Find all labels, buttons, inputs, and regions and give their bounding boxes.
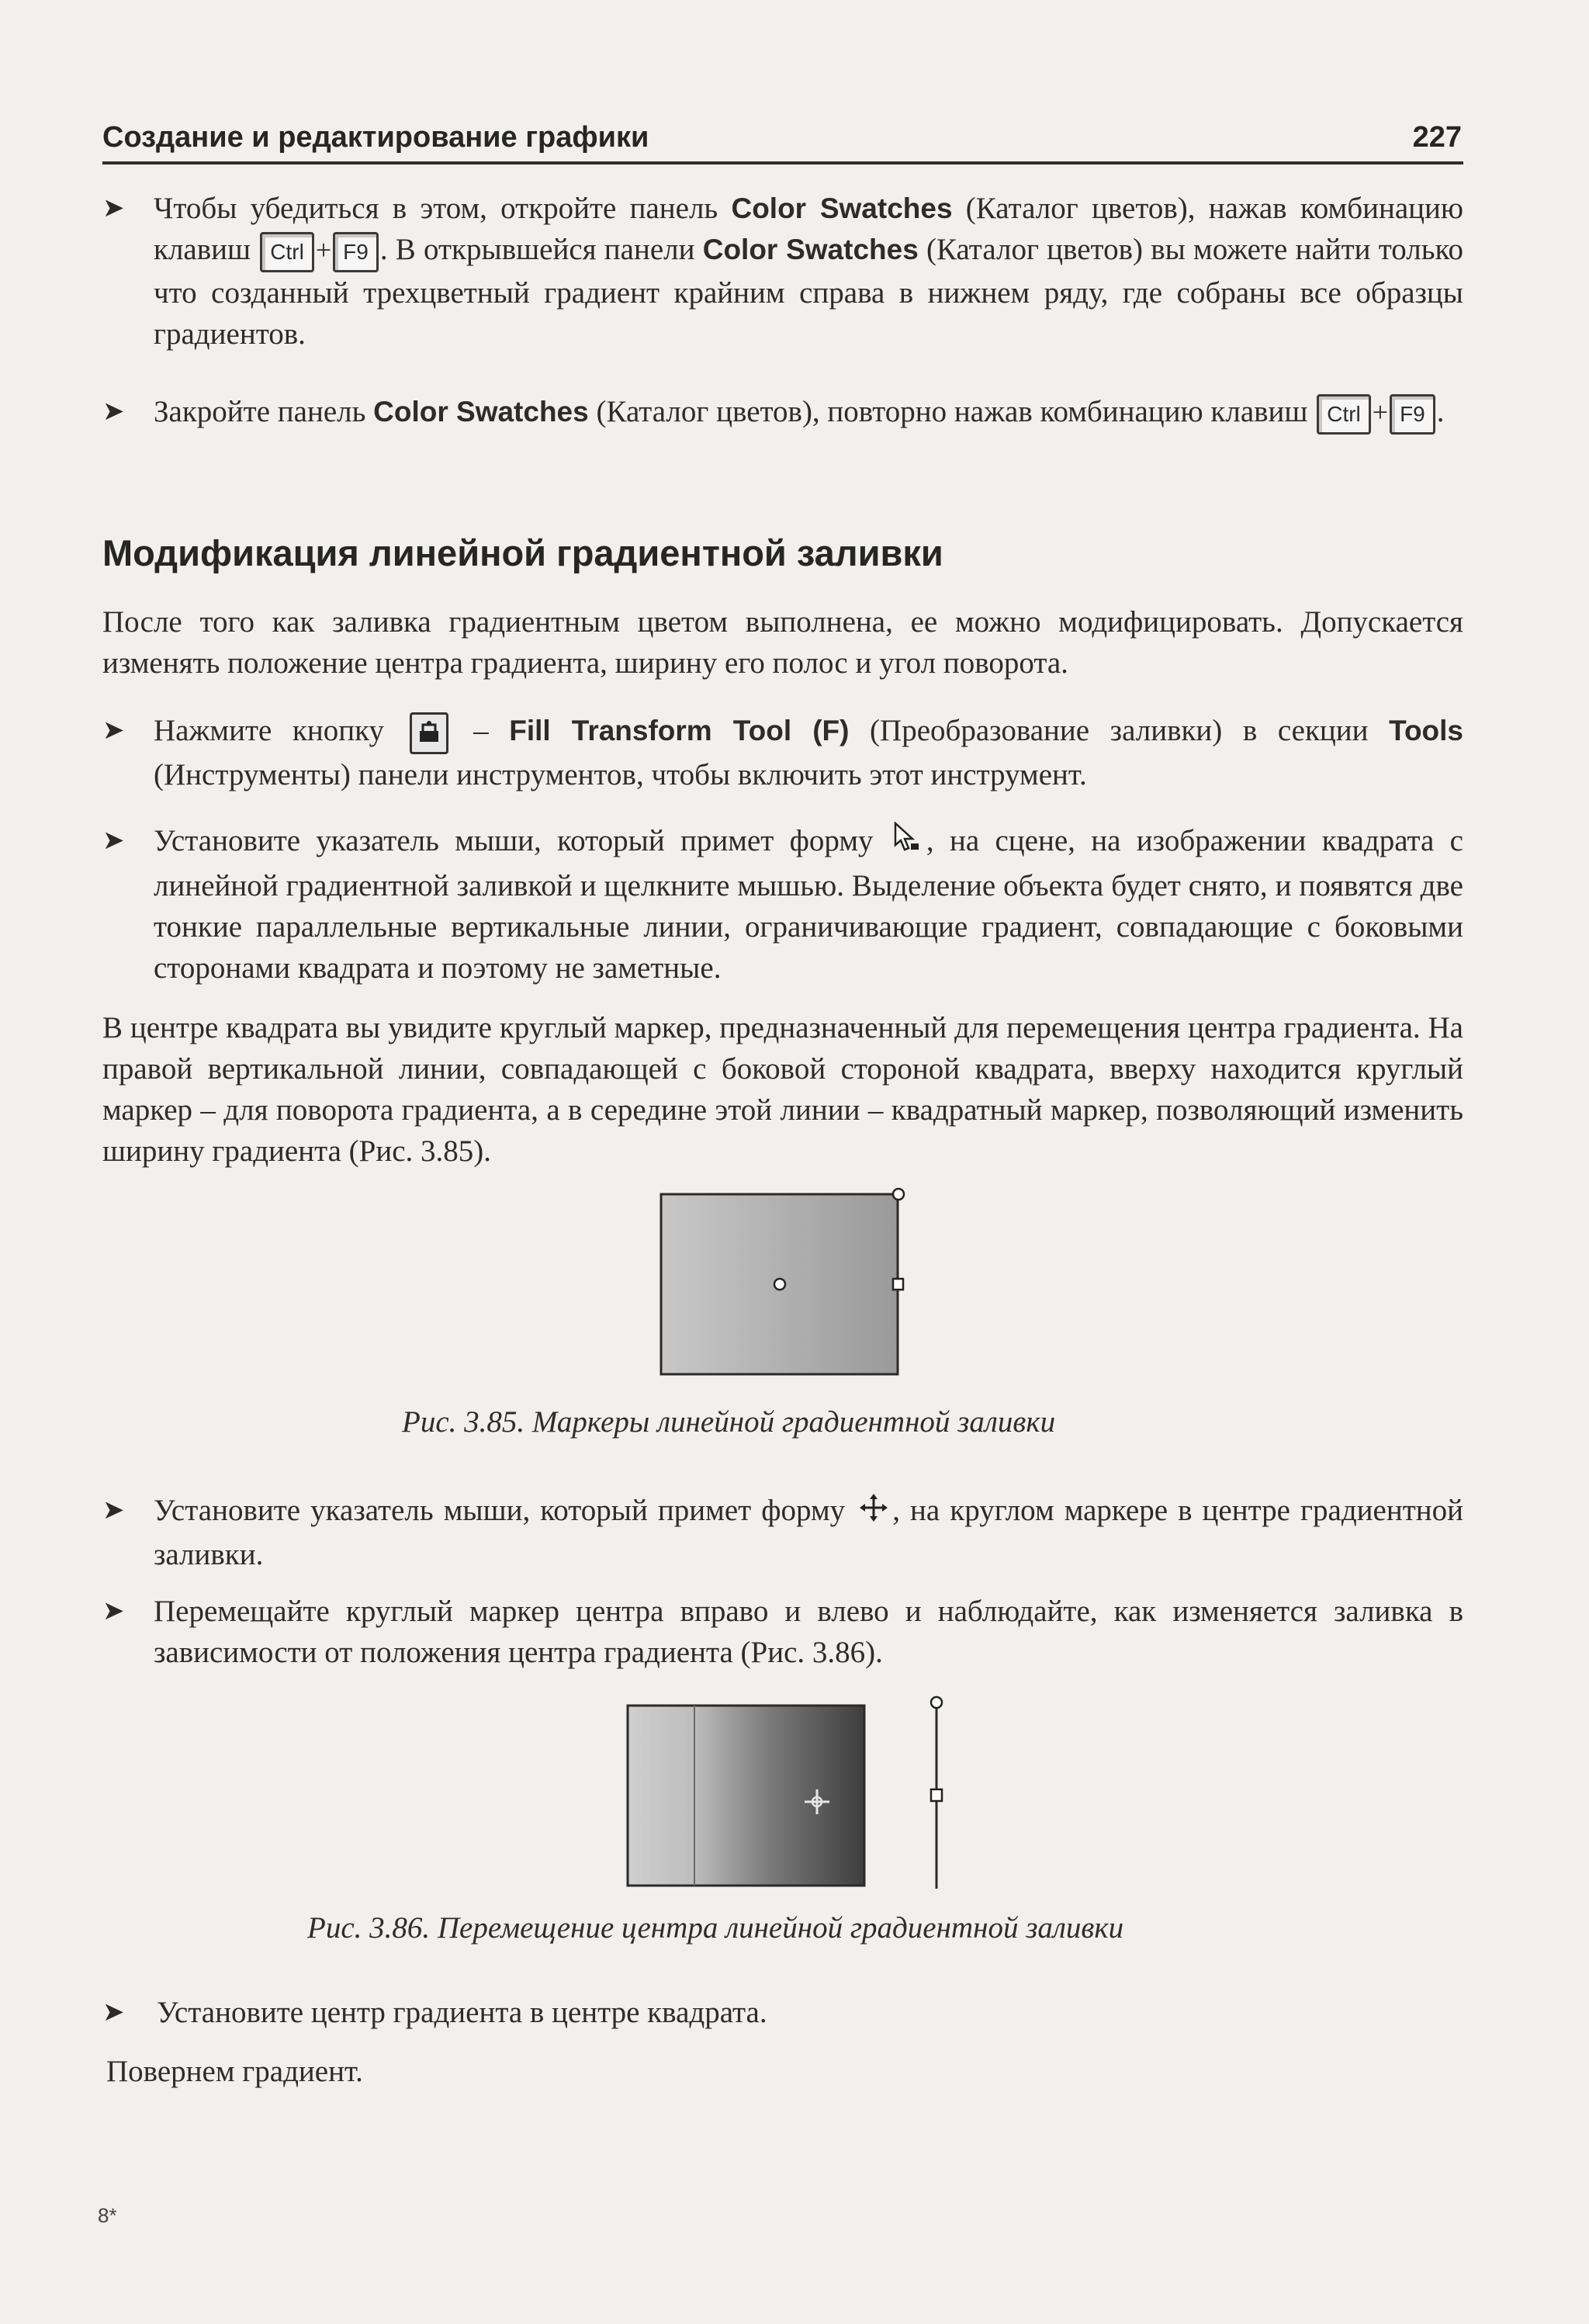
bullet-arrow-icon: ➤ [102, 1997, 125, 2028]
width-marker-icon [893, 1279, 903, 1290]
bullet-close-swatches: ➤ Закройте панель Color Swatches (Каталог цветов), повторно нажав комбинацию клавиш Ctrl + F9 . [154, 391, 1463, 435]
page-number: 227 [1412, 121, 1462, 154]
ctrl-key: Ctrl [1317, 394, 1371, 435]
bullet-arrow-icon: ➤ [102, 825, 125, 856]
bullet-arrow-icon: ➤ [102, 396, 125, 427]
figure-3-85-caption: Рис. 3.85. Маркеры линейной градиентной заливки [402, 1405, 1056, 1439]
center-marker-icon [774, 1279, 785, 1290]
signature-mark: 8* [98, 2204, 117, 2227]
fill-transform-tool-icon [410, 712, 448, 754]
section-heading: Модификация линейной градиентной заливки [102, 532, 943, 573]
move-cursor-icon [858, 1492, 889, 1534]
closing-line: Повернем градиент. [106, 2055, 363, 2088]
figure-3-85 [652, 1185, 912, 1379]
f9-key: F9 [1390, 394, 1435, 435]
fill-transform-cursor-icon [892, 822, 923, 865]
bullet-arrow-icon: ➤ [102, 1595, 125, 1626]
bullet-open-swatches: ➤ Чтобы убедиться в этом, откройте панель Color Swatches (Каталог цветов), нажав комбинацию клавиш Ctrl + F9 . В открывшейся панели Color Swatches (Каталог цветов) вы можете найти только что созданный трехцветный градиент крайним справа в нижнем ряду, где собраны все образцы градиентов. [154, 188, 1463, 355]
gradient-square [628, 1706, 864, 1886]
bullet-arrow-icon: ➤ [102, 715, 125, 746]
chapter-title: Создание и редактирование графики [102, 121, 649, 154]
f9-key: F9 [333, 232, 379, 272]
figure-3-86-caption: Рис. 3.86. Перемещение центра линейной градиентной заливки [307, 1911, 1124, 1945]
bullet-move-pointer: ➤ Установите указатель мыши, который примет форму , на круглом маркере в центре градиентной заливки. [154, 1490, 1463, 1575]
bullet-pointer-shape: ➤ Установите указатель мыши, который примет форму , на сцене, на изображении квадрата с линейной градиентной заливкой и щелкните мышью. Выделение объекта будет снято, и появятся две тонкие параллельные вертикальные линии, ограничивающие градиент, совпадающие с боковыми сторонами квадрата и поэтому не заметные. [154, 820, 1463, 989]
bullet-move-center: Перемещайте круглый маркер центра вправо и влево и наблюдайте, как изменяется заливка в зависимости от положения центра градиента (Рис. 3.86). [154, 1595, 1463, 1669]
rotate-marker-icon [893, 1189, 904, 1200]
markers-paragraph: В центре квадрата вы увидите круглый маркер, предназначенный для перемещения центра градиента. На правой вертикальной линии, совпадающей с боковой стороной квадрата, вверху находится круглый маркер – для поворота градиента, а в середине этой линии – квадратный маркер, позволяющий изменить ширину градиента (Рис. 3.85). [102, 1011, 1463, 1168]
bullet-center-gradient: Установите центр градиента в центре квадрата. [157, 1996, 767, 2029]
rotate-marker-icon [931, 1697, 942, 1708]
bullet-arrow-icon: ➤ [102, 1494, 125, 1526]
bullet-arrow-icon: ➤ [102, 192, 125, 223]
figure-3-86 [617, 1693, 958, 1903]
width-marker-icon [931, 1789, 942, 1801]
intro-paragraph: После того как заливка градиентным цветом выполнена, ее можно модифицировать. Допускается изменять положение центра градиента, ширину его полос и угол поворота. [102, 605, 1463, 680]
running-header [102, 116, 1463, 165]
ctrl-key: Ctrl [260, 232, 314, 272]
bullet-fill-transform: ➤ Нажмите кнопку – Fill Transform Tool (F) (Преобразование заливки) в секции Tools (Инструменты) панели инструментов, чтобы включить этот инструмент. [154, 710, 1463, 795]
